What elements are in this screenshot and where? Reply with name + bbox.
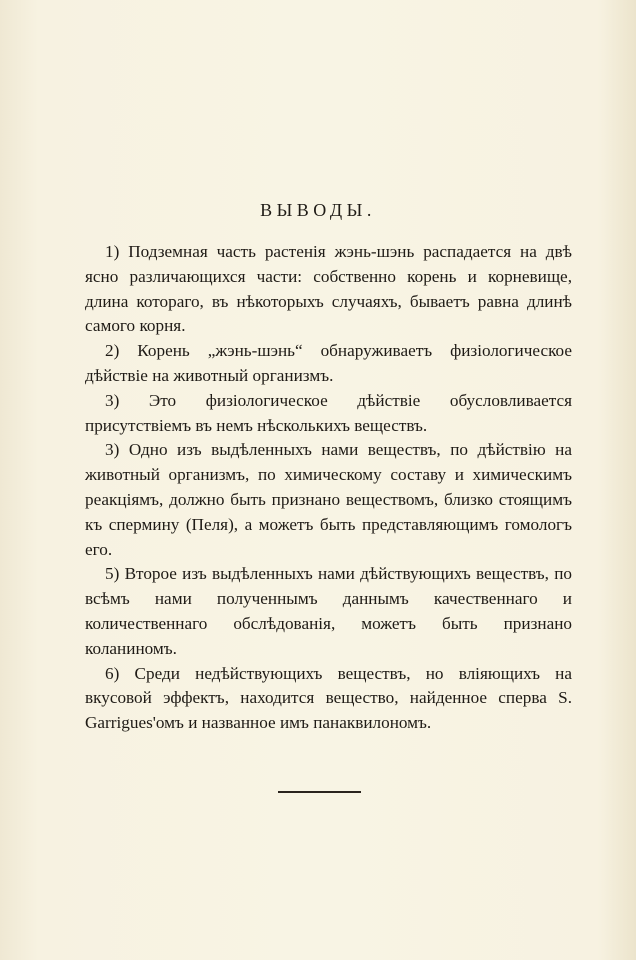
- conclusion-paragraph: 3) Одно изъ выдѣленныхъ нами веществъ, по дѣйствію на животный организмъ, по химическому составу и химическимъ реакціямъ, должно быть признано веществомъ, близко стоящимъ къ спермину (Пеля), а можетъ быть представляющимъ гомологъ его.: [85, 440, 572, 559]
- conclusion-paragraph: 6) Среди недѣйствующихъ веществъ, но вліяющихъ на вкусовой эффектъ, находится вещество, найденное сперва S. Garrigues'омъ и названное имъ панаквилономъ.: [85, 663, 572, 733]
- conclusion-paragraph: 1) Подземная часть растенія жэнь-шэнь распадается на двѣ ясно различающихся части: собственно корень и корневище, длина котораго, въ нѣкоторыхъ случаяхъ, бываетъ равна длинѣ самого корня.: [85, 242, 572, 336]
- conclusion-paragraph: 3) Это физіологическое дѣйствіе обусловливается присутствіемъ въ немъ нѣсколькихъ веществъ.: [85, 390, 572, 435]
- conclusion-paragraph: 2) Корень „жэнь-шэнь“ обнаруживаетъ физіологическое дѣйствіе на животный организмъ.: [85, 341, 572, 385]
- closing-rule: [278, 791, 361, 793]
- page-title: ВЫВОДЫ.: [260, 200, 376, 220]
- conclusion-paragraph: 5) Второе изъ выдѣленныхъ нами дѣйствующихъ веществъ, по всѣмъ нами полученнымъ даннымъ качественнаго и количественнаго обслѣдованія, можетъ быть признано коланиномъ.: [85, 564, 572, 658]
- conclusions-text: [85, 240, 572, 736]
